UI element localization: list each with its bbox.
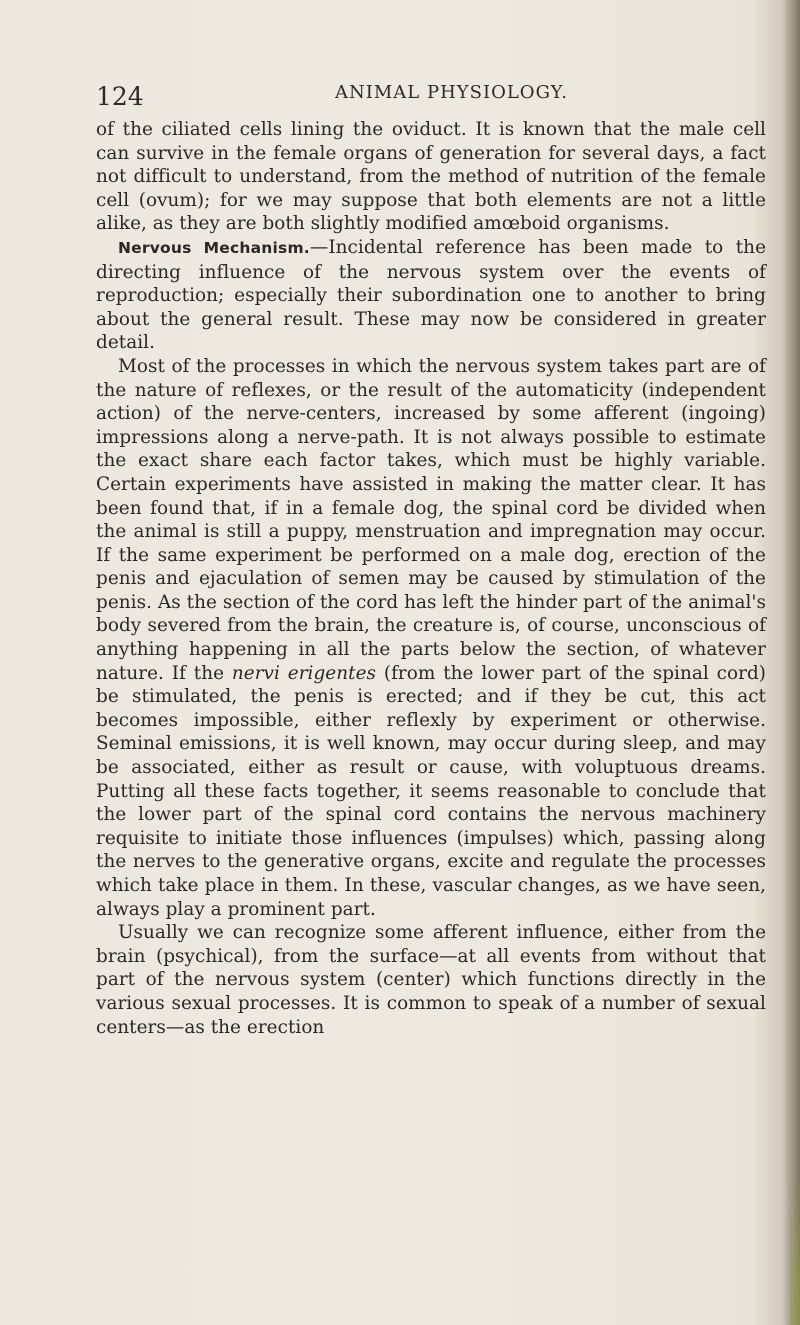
- section-heading: Nervous Mechanism.: [118, 238, 310, 257]
- body-text: [96, 118, 766, 1039]
- paragraph-3-text-a: Most of the processes in which the nervous system takes part are of the nature of reflexes, or the result of the automaticity (independent action) of the nerve-centers, increased by some afferent (ingoing) impressions along a nerve-path. It is not always possible to estimate the exact share each factor takes, which must be highly variable. Certain experiments have assisted in making the matter clear. It has been found that, if in a female dog, the spinal cord be divided when the animal is still a puppy, menstruation and impregnation may occur. If the same experiment be performed on a male dog, erection of the penis and ejaculation of semen may be caused by stimulation of the penis. As the section of the cord has left the hinder part of the animal's body severed from the brain, the creature is, of course, unconscious of anything happening in all the parts below the section, of whatever nature. If the: [96, 355, 766, 684]
- page-number: 124: [96, 82, 144, 111]
- paragraph-2: [96, 236, 766, 355]
- paragraph-3: [96, 355, 766, 921]
- paragraph-1: of the ciliated cells lining the oviduct. It is known that the male cell can survive in the female organs of generation for several days, a fact not difficult to understand, from the method of nutrition of the female cell (ovum); for we may suppose that both elements are not a little alike, as they are both slightly modified amœboid organisms.: [96, 119, 766, 235]
- italic-term: nervi erigentes: [231, 662, 376, 684]
- page-header: [96, 82, 756, 112]
- page-edge-stain: [790, 1180, 800, 1325]
- page-edge-shadow: [782, 0, 800, 1325]
- paragraph-3-text-b: (from the lower part of the spinal cord) be stimulated, the penis is erected; and if they be cut, this act becomes impossible, either reflexly by experiment or otherwise. Seminal emissions, it is well known, may occur during sleep, and may be associated, either as result or cause, with voluptuous dreams. Putting all these facts together, it seems reasonable to conclude that the lower part of the spinal cord contains the nervous machinery requisite to initiate those influences (impulses) which, passing along the nerves to the generative organs, excite and regulate the processes which take place in them. In these, vascular changes, as we have seen, always play a prominent part.: [96, 662, 766, 920]
- paragraph-2-text: —Incidental reference has been made to the directing influence of the nervous system over the events of reproduction; especially their subordination one to another to bring about the general result. These may now be considered in greater detail.: [96, 236, 766, 354]
- running-head: ANIMAL PHYSIOLOGY.: [335, 82, 568, 103]
- paragraph-4: Usually we can recognize some afferent influence, either from the brain (psychical), from the surface—at all events from without that part of the nervous system (center) which functions directly in the various sexual processes. It is common to speak of a number of sexual centers—as the erection: [96, 922, 766, 1038]
